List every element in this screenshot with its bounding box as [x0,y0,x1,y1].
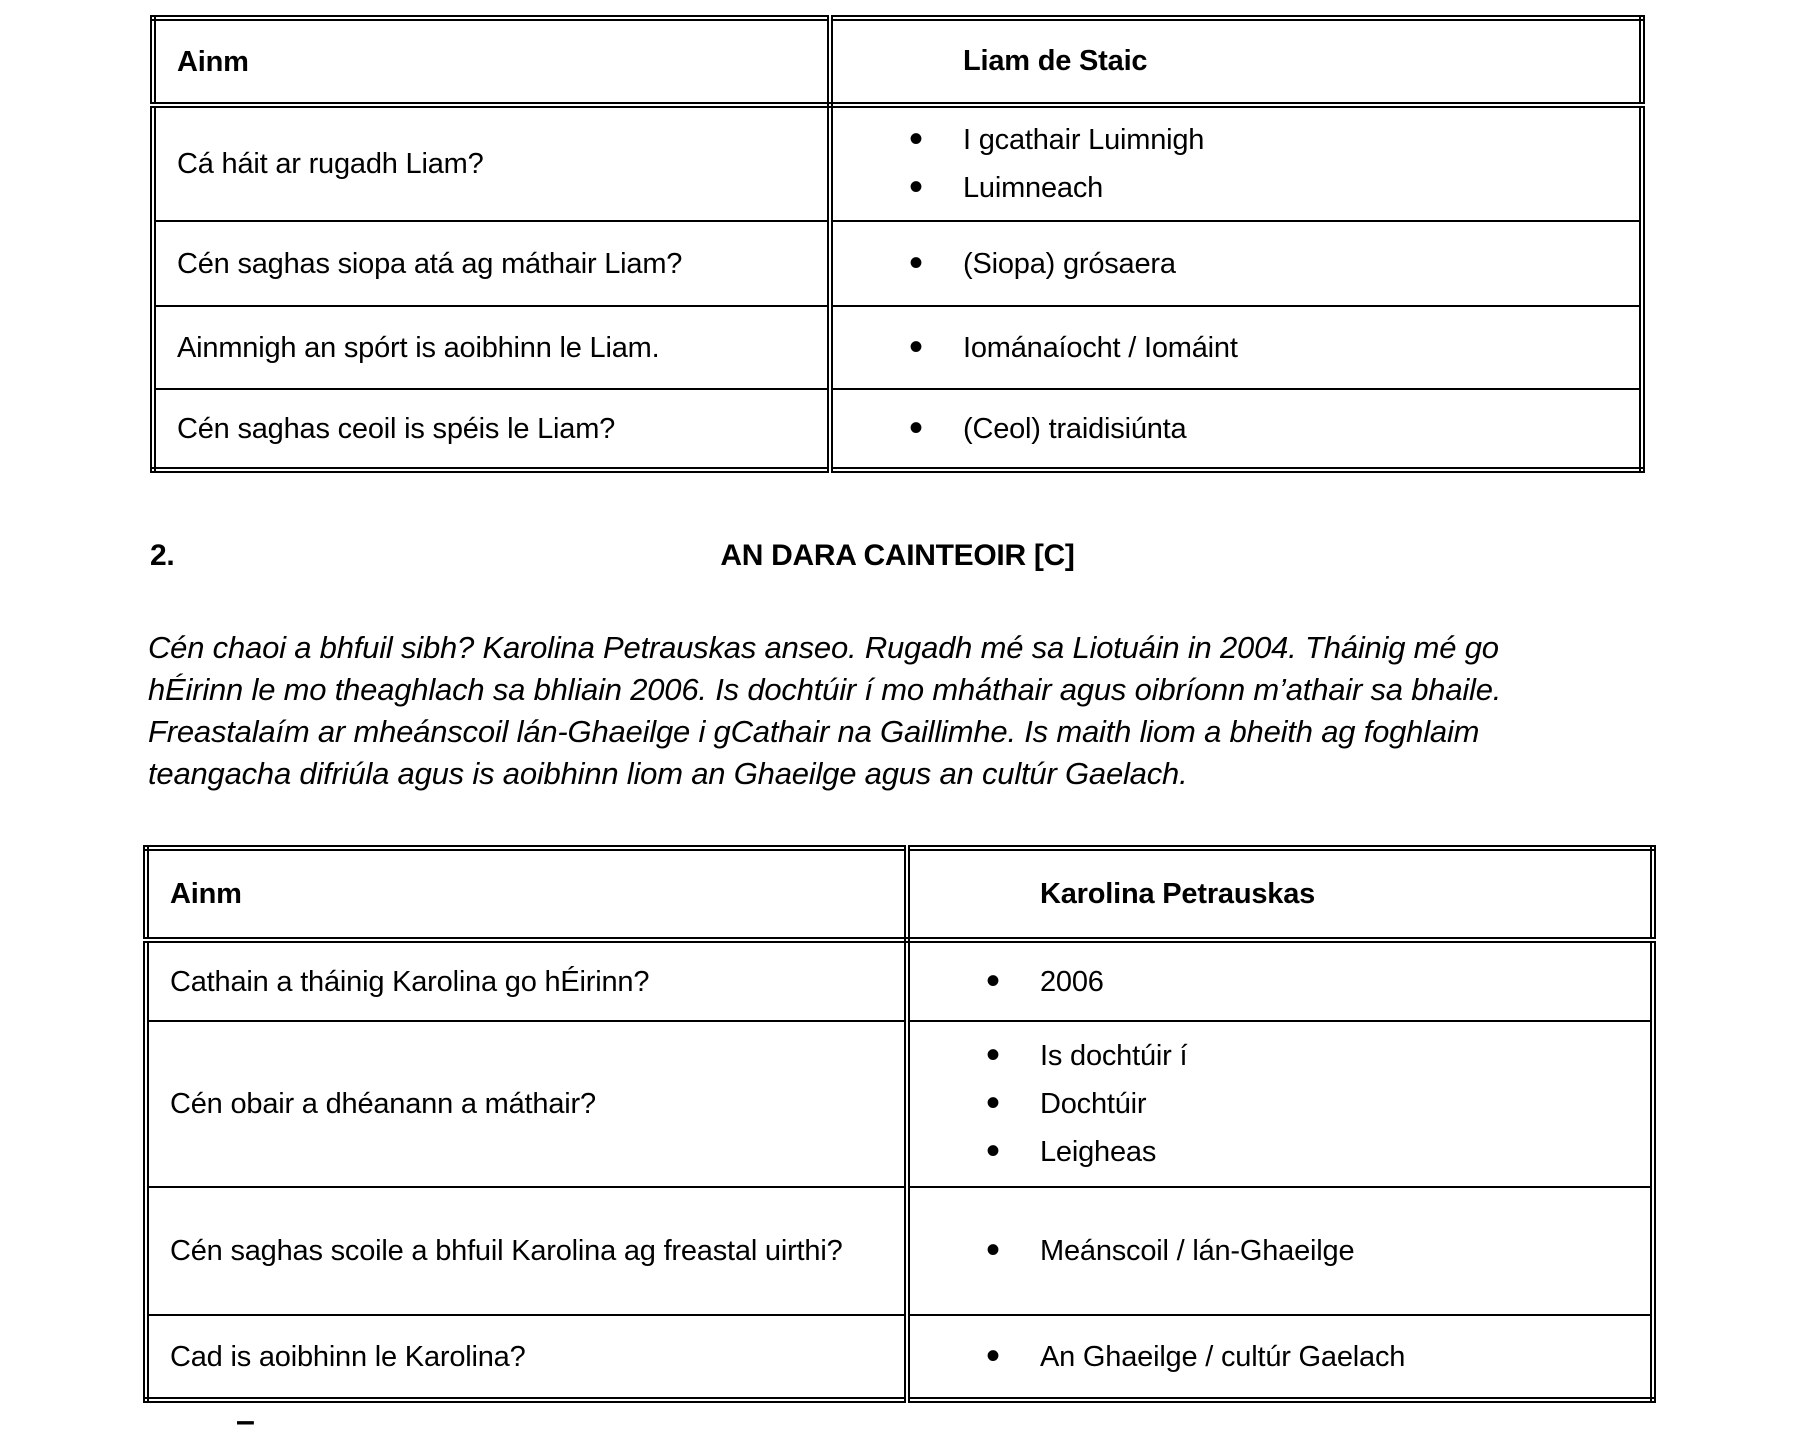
answer-item: • Luimneach [833,164,1639,212]
answer-item: • (Siopa) grósaera [833,240,1639,288]
qa-row [146,940,1653,1021]
answer-list [910,1333,1650,1381]
question-cell: Cén obair a dhéanann a máthair? [146,1021,907,1187]
question-cell: Cad is aoibhinn le Karolina? [146,1315,907,1400]
answers-cell [907,940,1653,1021]
answers-cell [907,1315,1653,1400]
answers-cell [830,221,1642,306]
answer-list [833,116,1639,212]
speaker1-answer-table [150,15,1645,473]
passage-line: teangacha difriúla agus is aoibhinn liom an Ghaeilge agus an cultúr Gaelach. [148,756,1188,791]
answer-item: • Leigheas [910,1128,1650,1176]
qa-row [153,221,1642,306]
answer-item: • I gcathair Luimnigh [833,116,1639,164]
speaker2-intro-passage [148,627,1501,795]
answers-cell [830,389,1642,470]
question-cell: Ainmnigh an spórt is aoibhinn le Liam. [153,306,830,389]
answer-list [910,958,1650,1006]
section-number: 2. [150,539,175,572]
qa-row [153,306,1642,389]
qa-row [146,1187,1653,1315]
qa-row [153,105,1642,221]
answer-list [910,1227,1650,1275]
question-cell: Cén saghas ceoil is spéis le Liam? [153,389,830,470]
answer-item: • Is dochtúir í [910,1032,1650,1080]
answers-cell [830,306,1642,389]
answer-item: • 2006 [910,958,1650,1006]
answers-cell [830,105,1642,221]
answer-item: • Dochtúir [910,1080,1650,1128]
answer-item: • Iománaíocht / Iomáint [833,324,1639,372]
question-cell: Cén saghas siopa atá ag máthair Liam? [153,221,830,306]
section-title: AN DARA CAINTEOIR [C] [720,539,1075,572]
answers-cell [907,1187,1653,1315]
header-speaker-name: Liam de Staic [830,18,1642,105]
header-ainm-label: Ainm [153,18,830,105]
question-cell: Cathain a tháinig Karolina go hÉirinn? [146,940,907,1021]
header-speaker-name: Karolina Petrauskas [907,848,1653,940]
answer-item: • Meánscoil / lán-Ghaeilge [910,1227,1650,1275]
section-heading [150,536,1645,576]
answer-list [833,405,1639,453]
qa-row [146,1021,1653,1187]
qa-row [146,1315,1653,1400]
speaker2-answer-table [143,845,1656,1403]
table-header-row [153,18,1642,105]
passage-line: Cén chaoi a bhfuil sibh? Karolina Petrauskas anseo. Rugadh mé sa Liotuáin in 2004. Tháinig mé go [148,630,1499,665]
table-header-row [146,848,1653,940]
answer-item: • An Ghaeilge / cultúr Gaelach [910,1333,1650,1381]
passage-line: Freastalaím ar mheánscoil lán-Ghaeilge i gCathair na Gaillimhe. Is maith liom a bheith ag foghlaim [148,714,1480,749]
answers-cell [907,1021,1653,1187]
answer-list [910,1032,1650,1176]
answer-item: • (Ceol) traidisiúnta [833,405,1639,453]
header-ainm-label: Ainm [146,848,907,940]
question-cell: Cén saghas scoile a bhfuil Karolina ag freastal uirthi? [146,1187,907,1315]
qa-row [153,389,1642,470]
passage-line: hÉirinn le mo theaghlach sa bhliain 2006. Is dochtúir í mo mháthair agus oibríonn m’athair sa bhaile. [148,672,1502,707]
answer-list [833,240,1639,288]
answer-list [833,324,1639,372]
question-cell: Cá háit ar rugadh Liam? [153,105,830,221]
footer-dash: – [236,1402,255,1434]
